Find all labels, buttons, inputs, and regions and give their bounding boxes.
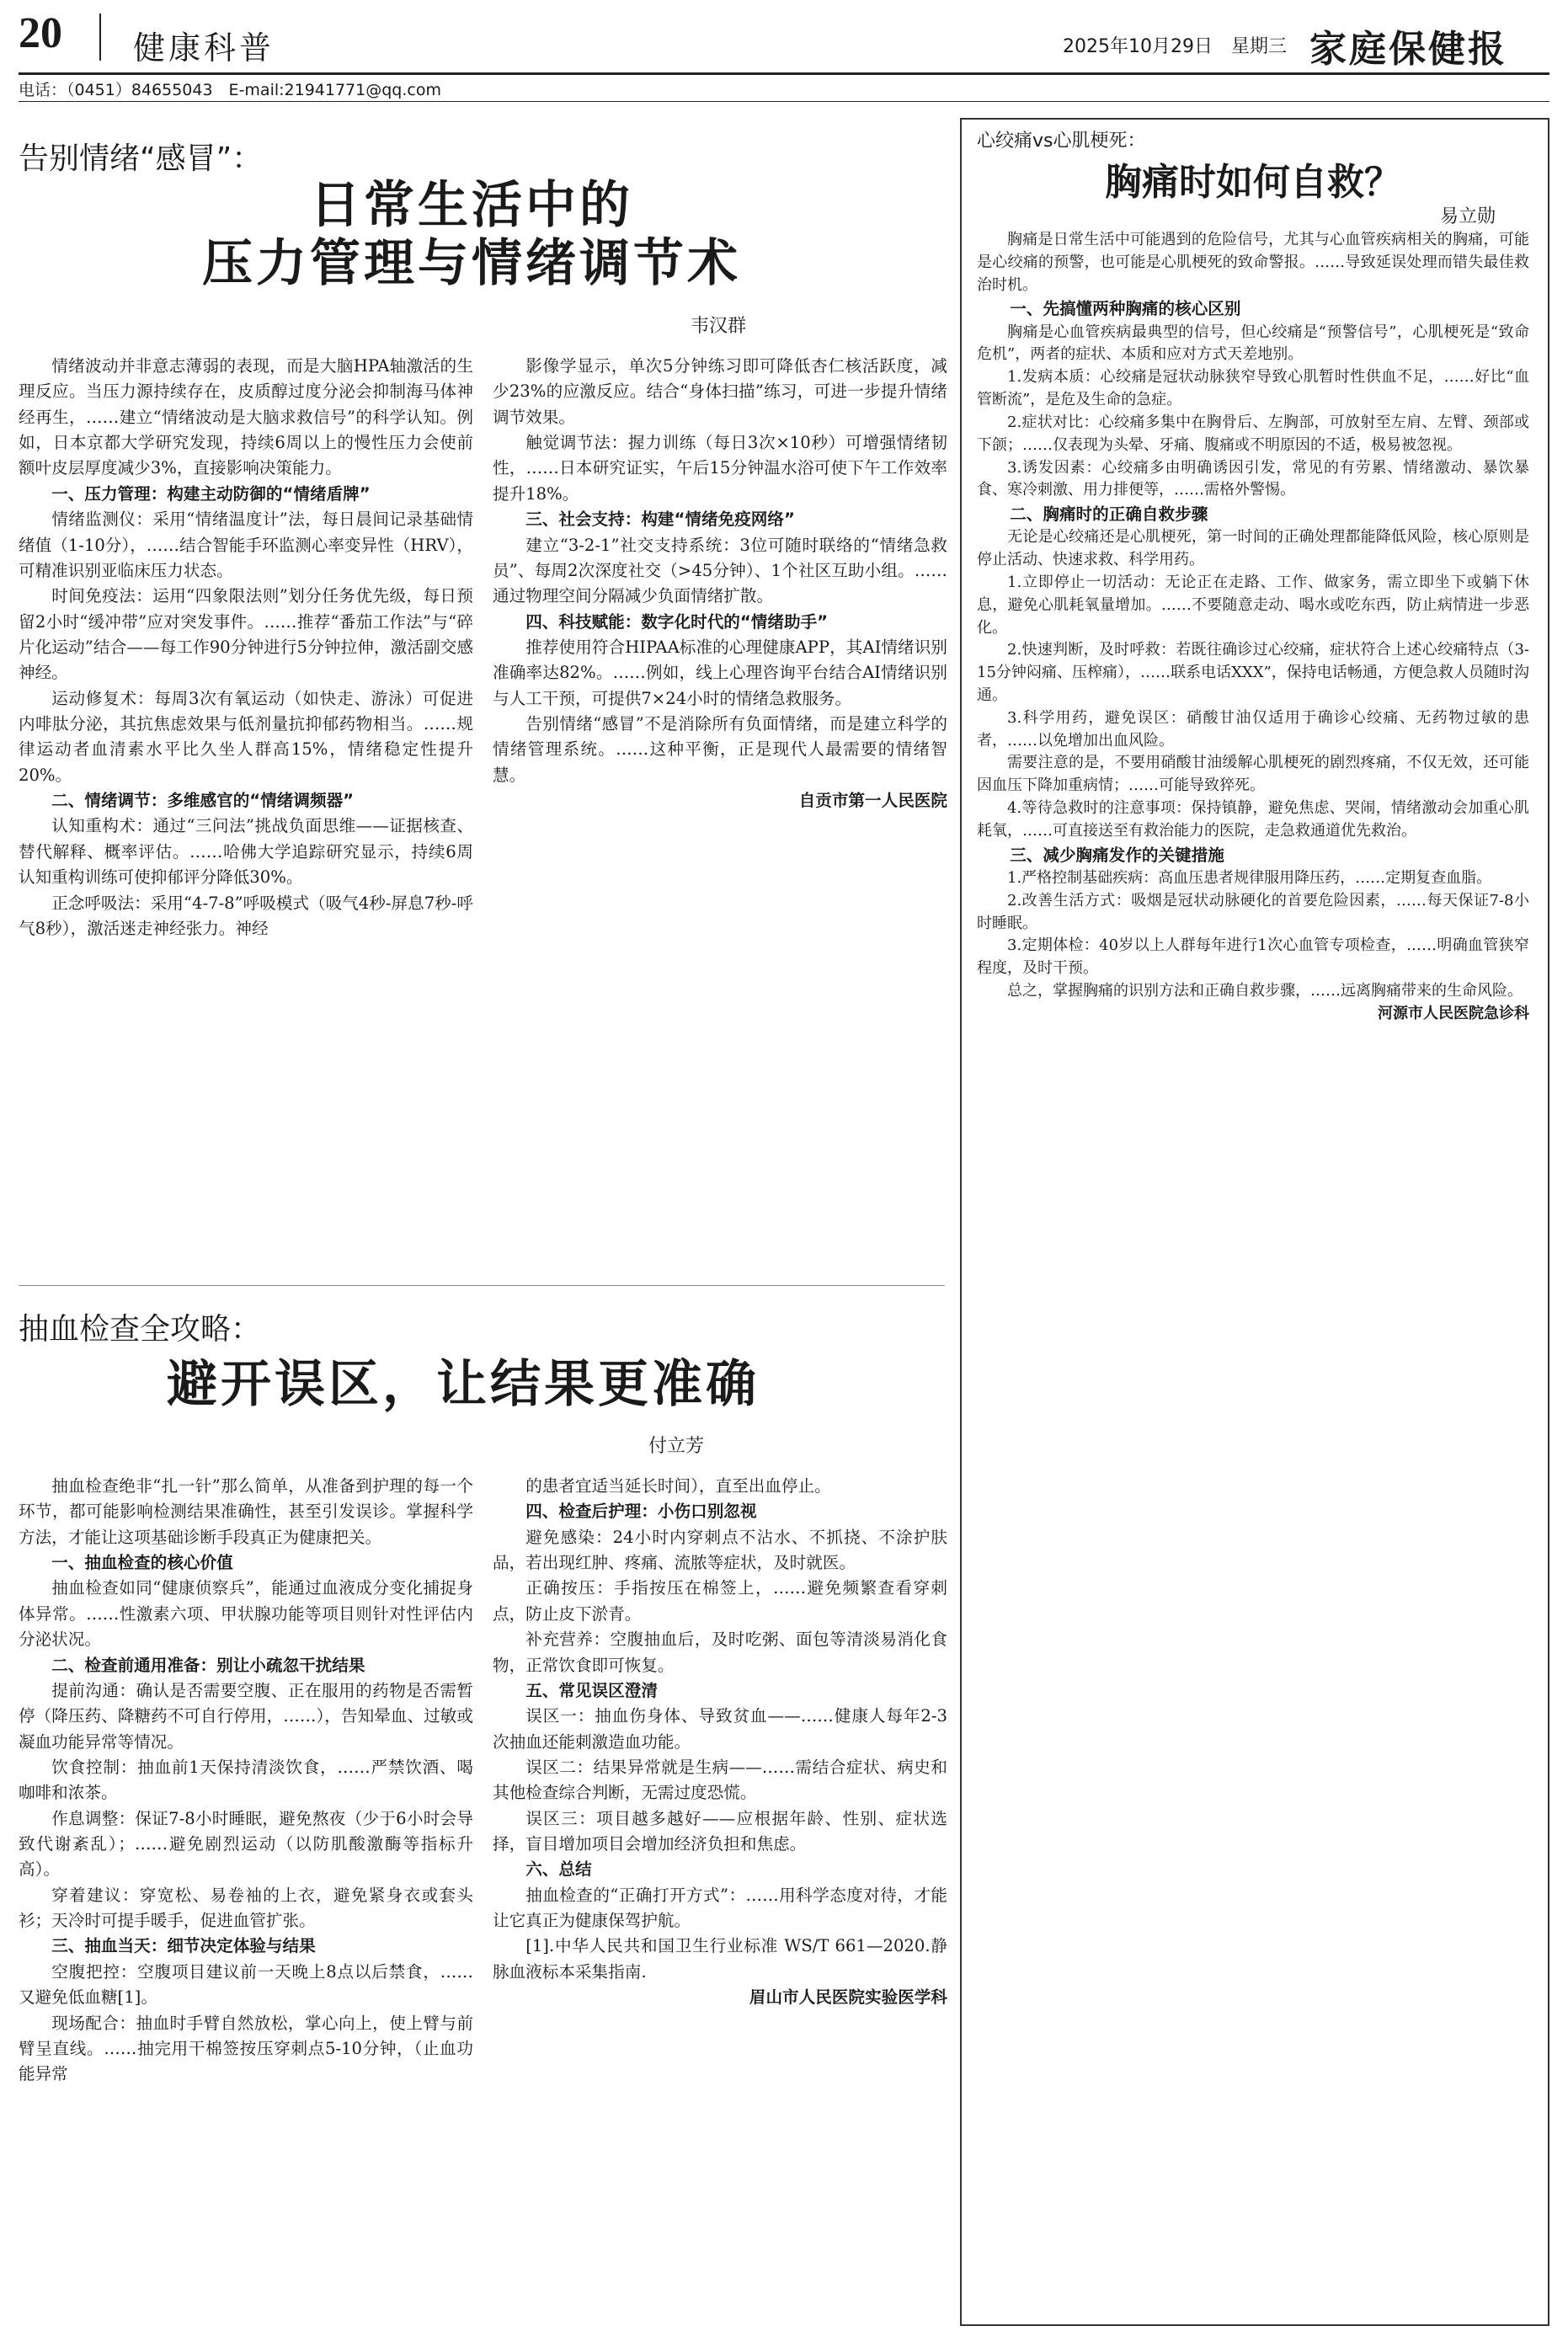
article2-kicker: 抽血检查全攻略： <box>19 1312 262 1347</box>
paragraph: 总之，掌握胸痛的识别方法和正确自救步骤，……远离胸痛带来的生命风险。 <box>1007 981 1523 1000</box>
subheading: 五、常见误区澄清 <box>525 1680 658 1700</box>
header-rule-thin <box>19 101 1549 102</box>
article1-col2-body <box>493 354 947 814</box>
article1-kicker: 告别情绪“感冒”： <box>19 141 263 176</box>
subheading: 三、减少胸痛发作的关键措施 <box>1010 845 1224 865</box>
paragraph: 正念呼吸法：采用“4-7-8”呼吸模式（吸气4秒-屏息7秒-呼气8秒），激活迷走神经张力。神经 <box>19 893 473 938</box>
paragraph: 3.定期体检：40岁以上人群每年进行1次心血管专项检查，……明确血管狭窄程度，及时干预。 <box>977 936 1529 978</box>
paragraph: 误区三：项目越多越好——应根据年龄、性别、症状选择，盲目增加项目会增加经济负担和焦虑。 <box>493 1808 947 1854</box>
article1-title <box>126 177 817 293</box>
paragraph: 3.诱发因素：心绞痛多由明确诱因引发，常见的有劳累、情绪激动、暴饮暴食、寒冷刺激、用力排便等，……需格外警惕。 <box>977 458 1529 499</box>
article1-column-1 <box>19 354 473 1272</box>
article2-column-1 <box>19 1474 473 2324</box>
paragraph: 作息调整：保证7-8小时睡眠，避免熬夜（少于6小时会导致代谢紊乱）；……避免剧烈运动（以防肌酸激酶等指标升高）。 <box>19 1808 473 1880</box>
paragraph: 时间免疫法：运用“四象限法则”划分任务优先级，每日预留2小时“缓冲带”应对突发事件。……推荐“番茄工作法”与“碎片化运动”结合——每工作90分钟进行5分钟拉伸，激活副交感神经。 <box>19 586 473 683</box>
author-affiliation: 眉山市人民医院实验医学科 <box>749 1987 947 2008</box>
article2-column-2 <box>493 1474 947 2324</box>
paragraph: 建立“3-2-1”社交支持系统：3位可随时联络的“情绪急救员”、每周2次深度社交（>45分钟）、1个社区互助小组。……通过物理空间分隔减少负面情绪扩散。 <box>493 535 947 606</box>
paragraph: 4.等待急救时的注意事项：保持镇静，避免焦虑、哭闹，情绪激动会加重心肌耗氧，……可直接送至有救治能力的医院，走急救通道优先救治。 <box>977 799 1529 840</box>
subheading: 二、情绪调节：多维感官的“情绪调频器” <box>51 791 355 811</box>
paragraph: 推荐使用符合HIPAA标准的心理健康APP，其AI情绪识别准确率达82%。……例如，线上心理咨询平台结合AI情绪识别与人工干预，可提供7×24小时的情绪急救服务。 <box>493 637 947 708</box>
subheading: 四、科技赋能：数字化时代的“情绪助手” <box>525 611 829 632</box>
paragraph: 认知重构术：通过“三问法”挑战负面思维——证据核查、替代解释、概率评估。……哈佛大学追踪研究显示，持续6周认知重构训练可使抑郁评分降低30%。 <box>19 816 473 888</box>
reference: [1].中华人民共和国卫生行业标准 WS/T 661—2020.静脉血液标本采集指南. <box>493 1936 947 1982</box>
article2-title: 避开误区，让结果更准确 <box>167 1355 760 1414</box>
paragraph: 无论是心绞痛还是心肌梗死，第一时间的正确处理都能降低风险，核心原则是停止活动、快速求救、科学用药。 <box>977 528 1529 569</box>
author-affiliation: 自贡市第一人民医院 <box>798 791 947 811</box>
paragraph: 饮食控制：抽血前1天保持清淡饮食，……严禁饮酒、喝咖啡和浓茶。 <box>19 1757 473 1803</box>
article2-col1-body <box>19 1474 473 2088</box>
article3-author: 易立勋 <box>1440 206 1496 227</box>
paragraph: 3.科学用药，避免误区：硝酸甘油仅适用于确诊心绞痛、无药物过敏的患者，……以免增加出血风险。 <box>977 708 1529 750</box>
paragraph: 提前沟通：确认是否需要空腹、正在服用的药物是否需暂停（降压药、降糖药不可自行停用，……），告知晕血、过敏或凝血功能异常等情况。 <box>19 1680 473 1752</box>
paragraph: 1.严格控制基础疾病：高血压患者规律服用降压药，……定期复查血脂。 <box>1007 868 1492 887</box>
paragraph: 2.快速判断，及时呼救：若既往确诊过心绞痛，症状符合上述心绞痛特点（3-15分钟闷痛、压榨痛），……联系电话XXX”，保持电话畅通，方便急救人员随时沟通。 <box>977 641 1529 704</box>
paragraph: 空腹把控：空腹项目建议前一天晚上8点以后禁食，……又避免低血糖[1]。 <box>19 1961 473 2008</box>
issue-date: 2025年10月29日 星期三 <box>1063 36 1287 57</box>
subheading: 二、检查前通用准备：别让小疏忽干扰结果 <box>51 1655 365 1675</box>
paper-name: 家庭保健报 <box>1309 28 1507 71</box>
subheading: 一、抽血检查的核心价值 <box>51 1553 233 1573</box>
subheading: 三、抽血当天：细节决定体验与结果 <box>51 1936 316 1956</box>
article3-body <box>977 229 1529 1026</box>
paragraph: 补充营养：空腹抽血后，及时吃粥、面包等清淡易消化食物，正常饮食即可恢复。 <box>493 1630 947 1675</box>
paragraph: 2.改善生活方式：吸烟是冠状动脉硬化的首要危险因素，……每天保证7-8小时睡眠。 <box>977 891 1529 932</box>
paragraph: 情绪波动并非意志薄弱的表现，而是大脑HPA轴激活的生理反应。当压力源持续存在，皮质醇过度分泌会抑制海马体神经再生，……建立“情绪波动是大脑求救信号”的科学认知。例如，日本京都大学研究发现，持续6周以上的慢性压力会使前额叶皮层厚度减少3%，直接影响决策能力。 <box>19 356 473 478</box>
article1-title-line1: 日常生活中的 <box>310 176 633 235</box>
paragraph: 胸痛是日常生活中可能遇到的危险信号，尤其与心血管疾病相关的胸痛，可能是心绞痛的预警，也可能是心肌梗死的致命警报。……导致延误处理而错失最佳救治时机。 <box>977 231 1529 294</box>
subheading: 三、社会支持：构建“情绪免疫网络” <box>525 509 795 530</box>
paragraph: 影像学显示，单次5分钟练习即可降低杏仁核活跃度，减少23%的应激反应。结合“身体扫描”练习，可进一步提升情绪调节效果。 <box>493 356 947 427</box>
paragraph: 避免感染：24小时内穿刺点不沾水、不抓挠、不涂护肤品，若出现红肿、疼痛、流脓等症状，及时就医。 <box>493 1527 947 1573</box>
article2-author: 付立芳 <box>648 1436 705 1457</box>
paragraph: 运动修复术：每周3次有氧运动（如快走、游泳）可促进内啡肽分泌，其抗焦虑效果与低剂量抗抑郁药物相当。……规律运动者血清素水平比久坐人群高15%，情绪稳定性提升20%。 <box>19 688 473 785</box>
paragraph: 触觉调节法：握力训练（每日3次×10秒）可增强情绪韧性，……日本研究证实，午后15分钟温水浴可使下午工作效率提升18%。 <box>493 433 947 504</box>
paragraph: 2.症状对比：心绞痛多集中在胸骨后、左胸部，可放射至左肩、左臂、颈部或下颌；……仅表现为头晕、牙痛、腹痛或不明原因的不适，极易被忽视。 <box>977 413 1529 454</box>
article1-col1-body <box>19 354 473 942</box>
article1-author: 韦汉群 <box>691 316 747 337</box>
article-divider <box>19 1285 945 1286</box>
paragraph: 抽血检查如同“健康侦察兵”，能通过血液成分变化捕捉身体异常。……性激素六项、甲状腺功能等项目则针对性评估内分泌状况。 <box>19 1578 473 1650</box>
paragraph: 告别情绪“感冒”不是消除所有负面情绪，而是建立科学的情绪管理系统。……这种平衡，正是现代人最需要的情绪智慧。 <box>493 714 947 785</box>
subheading: 一、先搞懂两种胸痛的核心区别 <box>1010 299 1241 319</box>
paragraph: 误区二：结果异常就是生病——……需结合症状、病史和其他检查综合判断，无需过度恐慌。 <box>493 1757 947 1803</box>
paragraph: 的患者宜适当延长时间），直至出血停止。 <box>525 1476 831 1496</box>
page-number: 20 <box>19 9 62 57</box>
header-divider <box>99 13 101 61</box>
paragraph: 误区一：抽血伤身体、导致贫血——……健康人每年2-3次抽血还能刺激造血功能。 <box>493 1706 947 1752</box>
paragraph: 1.立即停止一切活动：无论正在走路、工作、做家务，需立即坐下或躺下休息，避免心肌耗氧量增加。……不要随意走动、喝水或吃东西，防止病情进一步恶化。 <box>977 573 1529 637</box>
article2-col2-body <box>493 1474 947 2011</box>
paragraph: 1.发病本质：心绞痛是冠状动脉狭窄导致心肌暂时性供血不足，……好比“血管断流”，是危及生命的急症。 <box>977 368 1529 409</box>
subheading: 六、总结 <box>525 1859 592 1880</box>
paragraph: 胸痛是心血管疾病最典型的信号，但心绞痛是“预警信号”，心肌梗死是“致命危机”，两者的症状、本质和应对方式天差地别。 <box>977 323 1529 364</box>
paragraph: 现场配合：抽血时手臂自然放松，掌心向上，使上臂与前臂呈直线。……抽完用干棉签按压穿刺点5-10分钟，（止血功能异常 <box>19 2013 473 2084</box>
article1-column-2 <box>493 354 947 1272</box>
subheading: 二、胸痛时的正确自救步骤 <box>1010 504 1208 525</box>
header-rule <box>19 72 1549 75</box>
subheading: 一、压力管理：构建主动防御的“情绪盾牌” <box>51 483 371 504</box>
paragraph: 情绪监测仪：采用“情绪温度计”法，每日晨间记录基础情绪值（1-10分），……结合智能手环监测心率变异性（HRV），可精准识别亚临床压力状态。 <box>19 509 473 580</box>
paragraph: 抽血检查的“正确打开方式”：……用科学态度对待，才能让它真正为健康保驾护航。 <box>493 1885 947 1931</box>
article1-title-line2: 压力管理与情绪调节术 <box>202 234 741 293</box>
article3-kicker: 心绞痛vs心肌梗死： <box>977 131 1146 152</box>
paragraph: 穿着建议：穿宽松、易卷袖的上衣，避免紧身衣或套头衫；天冷时可提手暖手，促进血管扩张。 <box>19 1885 473 1931</box>
paragraph: 需要注意的是，不要用硝酸甘油缓解心肌梗死的剧烈疼痛，不仅无效，还可能因血压下降加重病情；……可能导致猝死。 <box>977 754 1529 795</box>
article3-column <box>977 229 1529 2316</box>
paragraph: 正确按压：手指按压在棉签上，……避免频繁查看穿刺点，防止皮下淤青。 <box>493 1578 947 1624</box>
subheading: 四、检查后护理：小伤口别忽视 <box>525 1502 757 1522</box>
contact-line: 电话：（0451）84655043 E-mail:21941771@qq.com <box>19 81 441 99</box>
paragraph: 抽血检查绝非“扎一针”那么简单，从准备到护理的每一个环节，都可能影响检测结果准确性，甚至引发误诊。掌握科学方法，才能让这项基础诊断手段真正为健康把关。 <box>19 1476 473 1547</box>
article3-title: 胸痛时如何自救？ <box>1105 161 1401 204</box>
section-title: 健康科普 <box>133 29 275 67</box>
author-affiliation: 河源市人民医院急诊科 <box>1378 1004 1529 1022</box>
